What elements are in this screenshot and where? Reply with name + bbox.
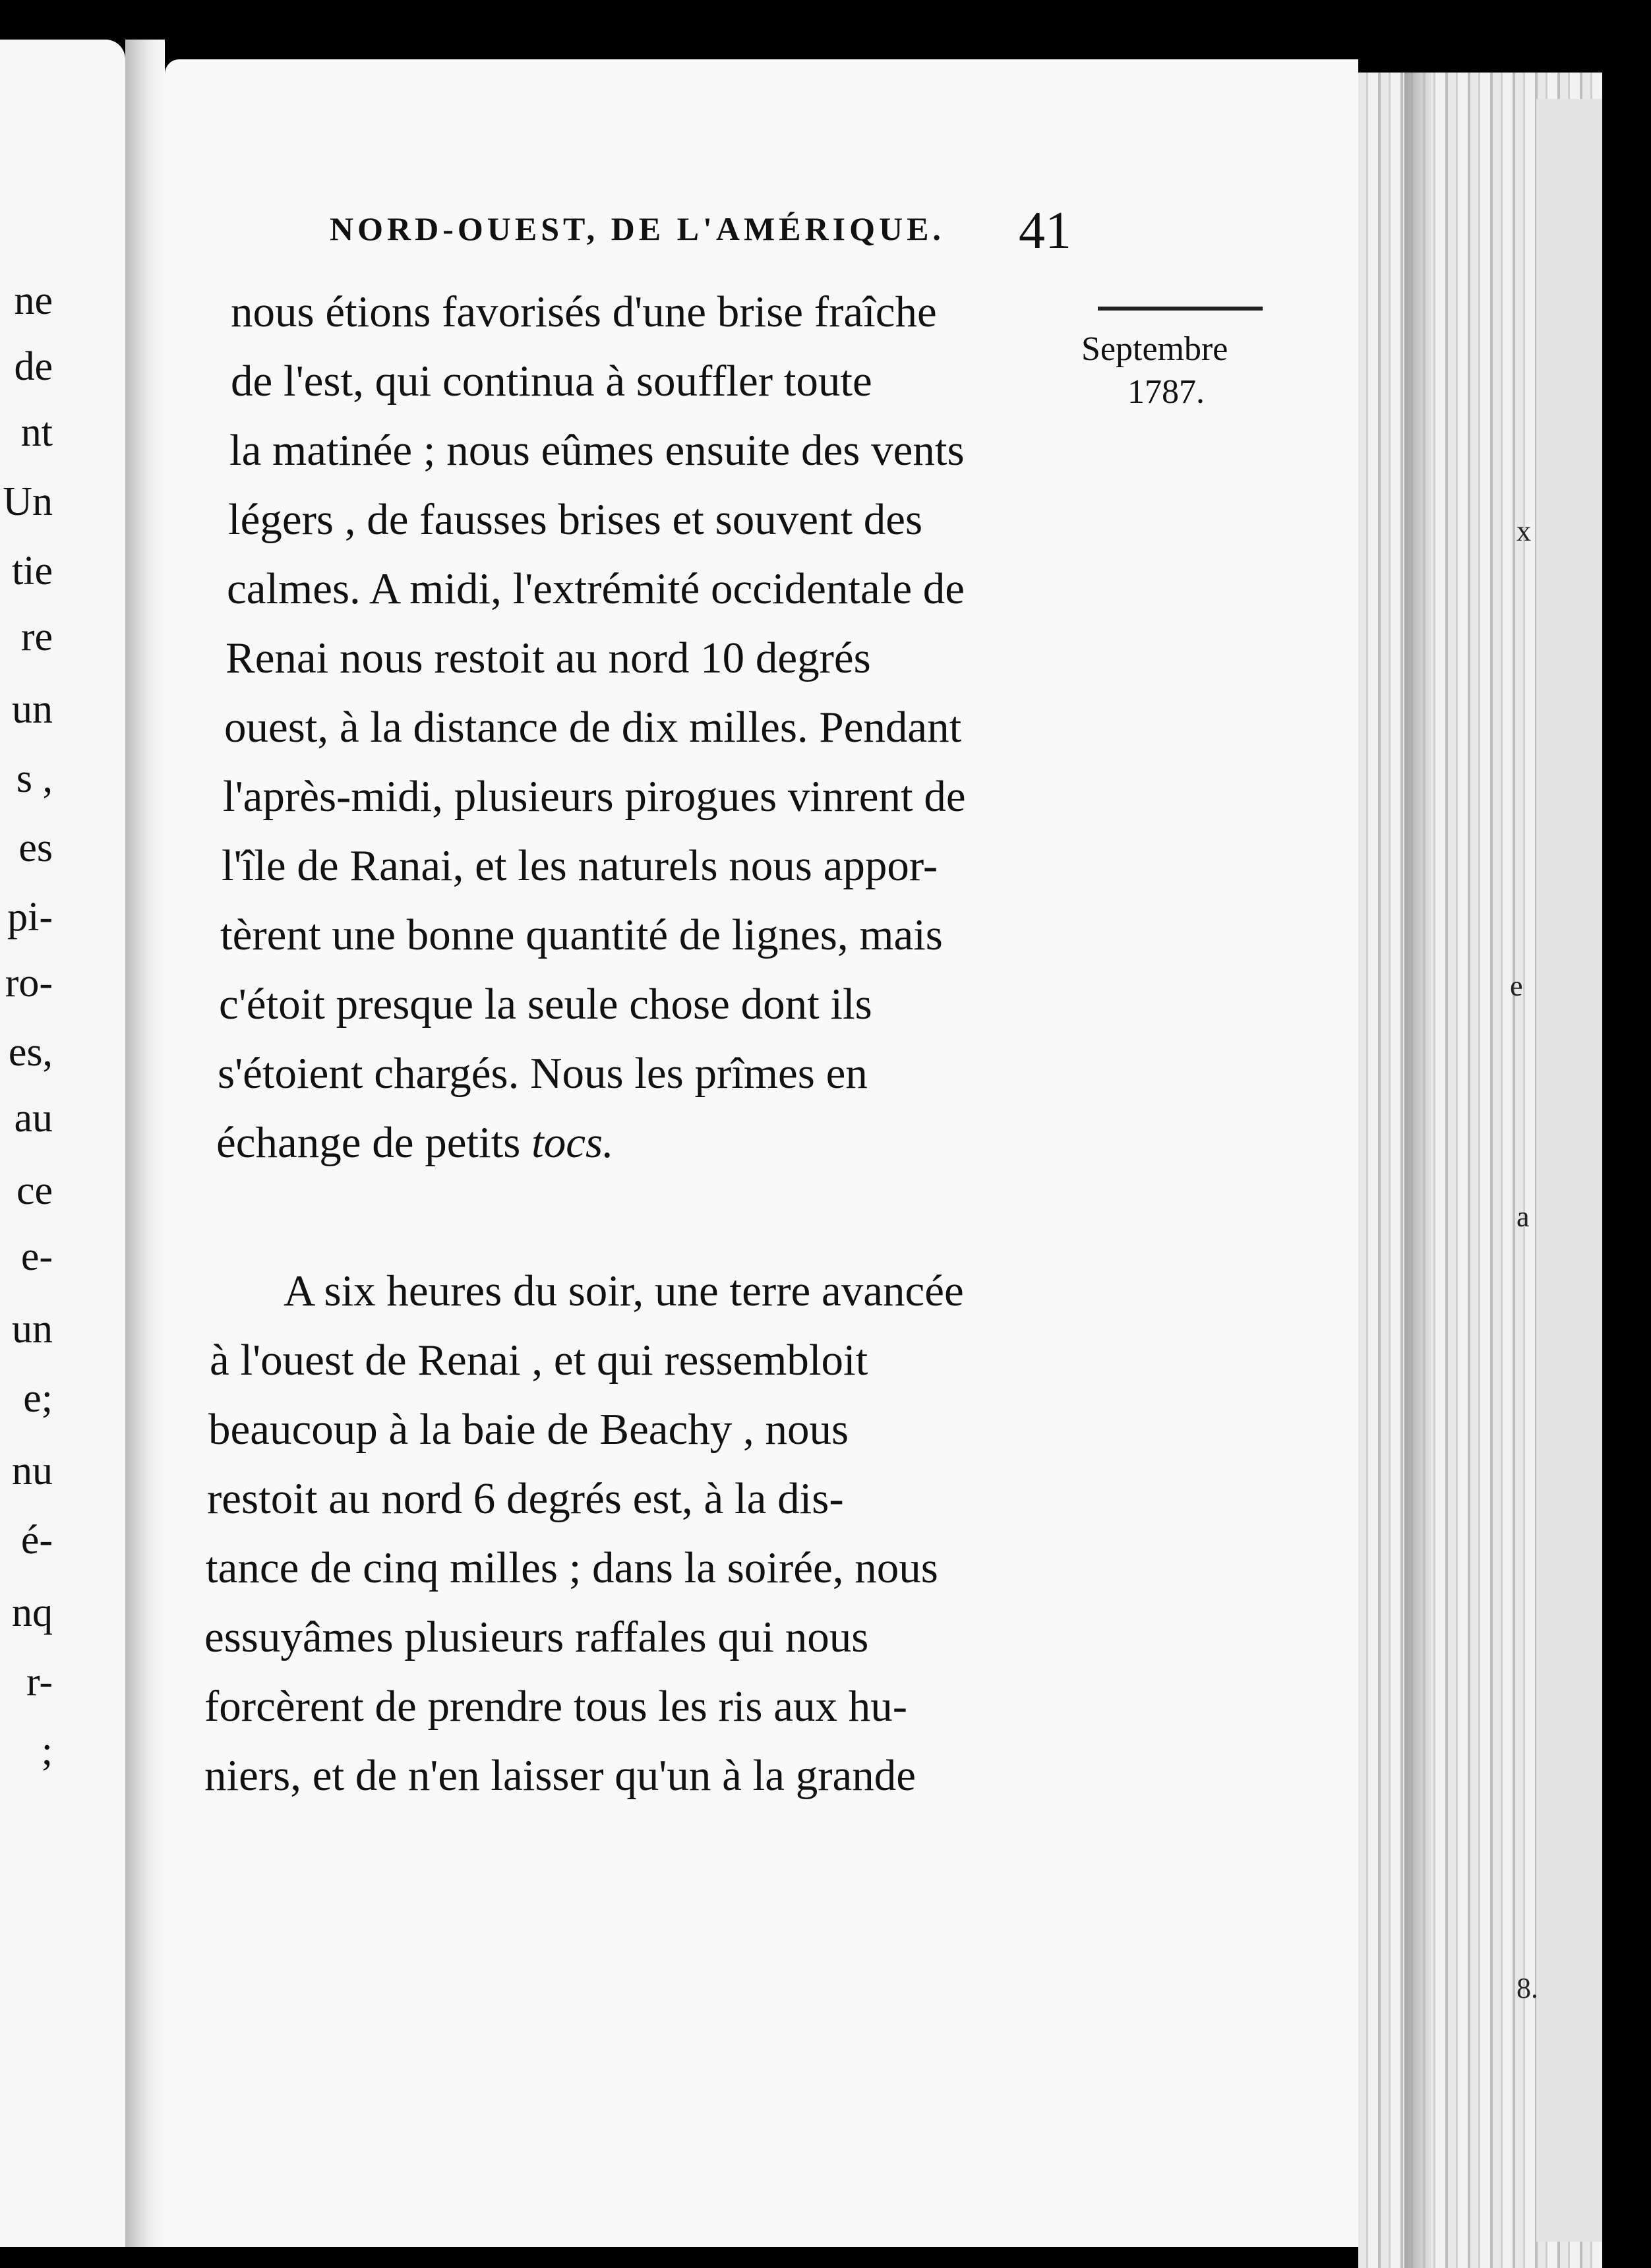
previous-page-fragment: nu	[12, 1448, 53, 1493]
previous-page-fragment: e-	[20, 1234, 53, 1279]
text-line	[216, 1118, 614, 1167]
page-number: 41	[1019, 202, 1071, 260]
text-line: forcèrent de prendre tous les ris aux hu-	[204, 1682, 908, 1731]
text-line: A six heures du soir, une terre avancée	[284, 1267, 964, 1315]
text-line: tèrent une bonne quantité de lignes, mais	[220, 910, 943, 959]
previous-page-fragment: re	[20, 614, 53, 659]
text-line: de l'est, qui continua à souffler toute	[231, 357, 872, 405]
previous-page-fragment: nt	[20, 410, 53, 455]
page-edges-outer	[1536, 99, 1602, 2242]
previous-page-fragment: e;	[23, 1376, 53, 1421]
previous-page-fragment: pi-	[7, 895, 53, 940]
text-line: l'après-midi, plusieurs pirogues vinrent de	[223, 772, 966, 821]
edge-mark: x	[1516, 515, 1531, 547]
text-line: la matinée ; nous eûmes ensuite des vents	[229, 426, 965, 475]
previous-page-fragment: es	[18, 825, 53, 870]
previous-page-fragment: ne	[14, 278, 53, 323]
edge-mark: a	[1516, 1201, 1530, 1233]
edge-mark: 8.	[1516, 1972, 1538, 2004]
text-line: ouest, à la distance de dix milles. Pendant	[224, 703, 962, 752]
text-line: légers , de fausses brises et souvent des	[228, 495, 923, 544]
text-line-content: échange de petits	[216, 1118, 521, 1167]
italic-word: tocs.	[531, 1118, 614, 1167]
margin-rule	[1098, 307, 1263, 311]
margin-note-year: 1787.	[1127, 373, 1205, 411]
text-line: nous étions favorisés d'une brise fraîche	[231, 287, 937, 336]
previous-page-fragment: ce	[16, 1168, 53, 1213]
previous-page-fragment: un	[12, 687, 53, 732]
previous-page-fragment: de	[14, 344, 53, 389]
text-line: calmes. A midi, l'extrémité occidentale de	[227, 564, 965, 613]
text-line: beaucoup à la baie de Beachy , nous	[208, 1405, 849, 1454]
text-line: c'étoit presque la seule chose dont ils	[219, 980, 872, 1029]
previous-page-fragment: Un	[3, 479, 53, 524]
text-line: l'île de Ranai, et les naturels nous appor-	[222, 841, 938, 890]
text-line: à l'ouest de Renai , et qui ressembloit	[210, 1336, 868, 1385]
previous-page-fragment: au	[14, 1096, 53, 1141]
previous-page-fragment: r-	[26, 1659, 53, 1704]
text-line: niers, et de n'en laisser qu'un à la grande	[204, 1751, 916, 1800]
page-edges-shadow	[1404, 73, 1431, 2268]
text-line: restoit au nord 6 degrés est, à la dis-	[207, 1474, 844, 1523]
edge-mark: e	[1510, 970, 1523, 1002]
text-line: tance de cinq milles ; dans la soirée, nous	[206, 1543, 938, 1592]
previous-page-fragment: un	[12, 1307, 53, 1352]
previous-page-fragment: tie	[12, 549, 53, 593]
text-line: s'étoient chargés. Nous les prîmes en	[218, 1049, 868, 1098]
book-gutter	[125, 40, 165, 2247]
running-title: NORD-OUEST, DE L'AMÉRIQUE.	[330, 210, 945, 247]
text-line: essuyâmes plusieurs raffales qui nous	[204, 1613, 869, 1661]
previous-page-fragment: s ,	[16, 756, 53, 801]
previous-page-fragment: es,	[8, 1030, 53, 1075]
text-line: Renai nous restoit au nord 10 degrés	[225, 634, 871, 682]
previous-page-fragment: ro-	[5, 961, 53, 1005]
margin-note-month: Septembre	[1081, 330, 1228, 368]
previous-page-fragment: ;	[41, 1729, 53, 1774]
previous-page-fragment: nq	[12, 1590, 53, 1635]
previous-page-fragment: é-	[20, 1518, 53, 1563]
